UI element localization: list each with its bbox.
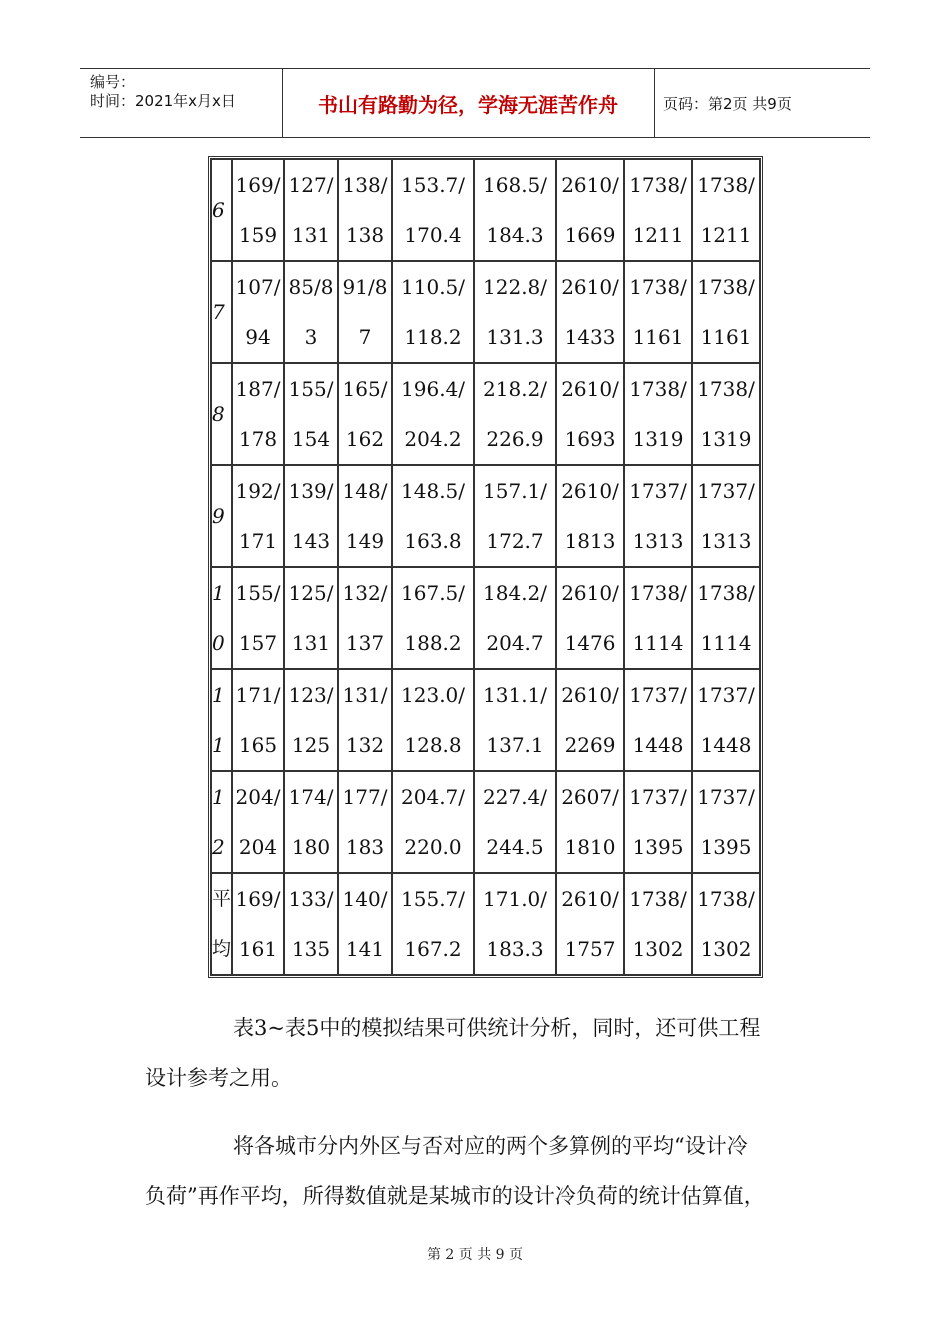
row-label — [211, 669, 232, 771]
cell-value-top: 1738/ — [697, 377, 755, 401]
row-label-part: 1 — [212, 733, 225, 757]
cell-value-bottom: 172.7 — [486, 529, 544, 553]
cell-value-bottom: 244.5 — [486, 835, 544, 859]
doc-time-label: 时间：2021年x月x日 — [90, 92, 236, 110]
row-label — [211, 363, 232, 465]
cell-value-top: 1738/ — [697, 581, 755, 605]
table-row — [211, 261, 760, 363]
cell-value-bottom: 131 — [291, 631, 331, 655]
cell-value-bottom: 1114 — [632, 631, 684, 655]
paragraph-1 — [145, 1003, 805, 1103]
cell-value-bottom: 171 — [238, 529, 278, 553]
table-cell — [474, 159, 556, 261]
data-table — [208, 156, 763, 978]
table-cell — [624, 363, 692, 465]
cell-value-top: 1738/ — [629, 887, 687, 911]
cell-value-top: 167.5/ — [401, 581, 466, 605]
table-cell — [692, 567, 760, 669]
cell-value-bottom: 132 — [345, 733, 385, 757]
table-cell — [692, 771, 760, 873]
cell-value-bottom: 1433 — [564, 325, 616, 349]
cell-value-top: 2610/ — [561, 173, 619, 197]
cell-value-bottom: 183.3 — [486, 937, 544, 961]
cell-value-bottom: 137.1 — [486, 733, 544, 757]
cell-value-bottom: 180 — [291, 835, 331, 859]
header-meta — [90, 73, 236, 111]
cell-value-bottom: 165 — [238, 733, 278, 757]
cell-value-top: 2610/ — [561, 377, 619, 401]
cell-value-bottom: 1395 — [700, 835, 752, 859]
row-label-part: 1 — [212, 581, 225, 605]
cell-value-bottom: 1302 — [632, 937, 684, 961]
row-label-part: 2 — [212, 835, 225, 859]
cell-value-bottom: 159 — [238, 223, 278, 247]
table-row — [211, 669, 760, 771]
table-row — [211, 567, 760, 669]
table-cell — [556, 261, 624, 363]
cell-value-bottom: 183 — [345, 835, 385, 859]
row-label — [211, 771, 232, 873]
cell-value-top: 132/ — [342, 581, 388, 605]
table-cell — [232, 669, 284, 771]
cell-value-bottom: 131 — [291, 223, 331, 247]
cell-value-bottom: 157 — [238, 631, 278, 655]
row-label-part: 1 — [212, 785, 225, 809]
paragraph-2 — [145, 1121, 805, 1221]
cell-value-top: 131/ — [342, 683, 388, 707]
cell-value-top: 1737/ — [629, 683, 687, 707]
table-cell — [624, 873, 692, 975]
cell-value-top: 85/8 — [288, 275, 334, 299]
table-cell — [338, 567, 392, 669]
cell-value-bottom: 3 — [304, 325, 318, 349]
cell-value-top: 1737/ — [697, 785, 755, 809]
table-cell — [392, 159, 474, 261]
cell-value-top: 107/ — [235, 275, 281, 299]
table-cell — [232, 771, 284, 873]
cell-value-top: 169/ — [235, 887, 281, 911]
row-label — [211, 873, 232, 975]
row-label-part: 平 — [212, 888, 232, 910]
cell-value-bottom: 141 — [345, 937, 385, 961]
table-cell — [474, 669, 556, 771]
cell-value-top: 1737/ — [629, 785, 687, 809]
table-cell — [284, 669, 338, 771]
cell-value-top: 1738/ — [629, 377, 687, 401]
table-cell — [392, 261, 474, 363]
table-row — [211, 465, 760, 567]
cell-value-bottom: 1448 — [632, 733, 684, 757]
cell-value-bottom: 149 — [345, 529, 385, 553]
cell-value-bottom: 131.3 — [486, 325, 544, 349]
cell-value-bottom: 1302 — [700, 937, 752, 961]
table-cell — [556, 771, 624, 873]
cell-value-top: 1737/ — [629, 479, 687, 503]
table-cell — [624, 465, 692, 567]
cell-value-top: 91/8 — [342, 275, 388, 299]
cell-value-bottom: 143 — [291, 529, 331, 553]
row-label — [211, 261, 232, 363]
cell-value-top: 122.8/ — [483, 275, 548, 299]
cell-value-top: 204.7/ — [401, 785, 466, 809]
cell-value-bottom: 1395 — [632, 835, 684, 859]
table-row — [211, 363, 760, 465]
cell-value-top: 140/ — [342, 887, 388, 911]
cell-value-bottom: 135 — [291, 937, 331, 961]
cell-value-top: 1738/ — [629, 173, 687, 197]
cell-value-top: 204/ — [235, 785, 281, 809]
table-cell — [392, 873, 474, 975]
cell-value-bottom: 1114 — [700, 631, 752, 655]
cell-value-bottom: 118.2 — [404, 325, 462, 349]
cell-value-top: 155.7/ — [401, 887, 466, 911]
table-cell — [284, 873, 338, 975]
cell-value-bottom: 128.8 — [404, 733, 462, 757]
cell-value-bottom: 1211 — [632, 223, 684, 247]
cell-value-top: 1738/ — [697, 173, 755, 197]
table-cell — [284, 771, 338, 873]
table-cell — [338, 771, 392, 873]
table-cell — [624, 669, 692, 771]
cell-value-bottom: 94 — [245, 325, 271, 349]
cell-value-top: 148.5/ — [401, 479, 466, 503]
row-label-part: 9 — [212, 504, 225, 528]
cell-value-bottom: 1813 — [564, 529, 616, 553]
doc-number-label: 编号： — [90, 73, 136, 91]
cell-value-top: 1737/ — [697, 683, 755, 707]
table-cell — [474, 567, 556, 669]
cell-value-bottom: 204 — [238, 835, 278, 859]
table-cell — [232, 363, 284, 465]
table-cell — [284, 465, 338, 567]
table-cell — [338, 465, 392, 567]
cell-value-bottom: 163.8 — [404, 529, 462, 553]
cell-value-top: 123.0/ — [401, 683, 466, 707]
table-cell — [624, 159, 692, 261]
table-cell — [624, 567, 692, 669]
table-cell — [692, 465, 760, 567]
cell-value-bottom: 204.7 — [486, 631, 544, 655]
table-cell — [338, 159, 392, 261]
header-divider — [654, 69, 655, 137]
cell-value-top: 1738/ — [629, 581, 687, 605]
table-cell — [232, 465, 284, 567]
cell-value-bottom: 167.2 — [404, 937, 462, 961]
cell-value-top: 174/ — [288, 785, 334, 809]
cell-value-bottom: 226.9 — [486, 427, 544, 451]
table-cell — [556, 873, 624, 975]
cell-value-bottom: 154 — [291, 427, 331, 451]
cell-value-bottom: 1476 — [564, 631, 616, 655]
cell-value-top: 1738/ — [697, 275, 755, 299]
table-cell — [232, 567, 284, 669]
cell-value-top: 127/ — [288, 173, 334, 197]
row-label-part: 7 — [212, 300, 225, 324]
row-label — [211, 465, 232, 567]
table-cell — [692, 669, 760, 771]
cell-value-top: 227.4/ — [483, 785, 548, 809]
table-cell — [556, 669, 624, 771]
cell-value-bottom: 161 — [238, 937, 278, 961]
cell-value-bottom: 138 — [345, 223, 385, 247]
cell-value-top: 2610/ — [561, 581, 619, 605]
table-row — [211, 873, 760, 975]
cell-value-top: 110.5/ — [401, 275, 466, 299]
cell-value-bottom: 1161 — [700, 325, 752, 349]
cell-value-bottom: 184.3 — [486, 223, 544, 247]
cell-value-top: 148/ — [342, 479, 388, 503]
table-cell — [232, 261, 284, 363]
table-cell — [556, 465, 624, 567]
cell-value-bottom: 1757 — [564, 937, 616, 961]
cell-value-top: 157.1/ — [483, 479, 548, 503]
table-cell — [474, 363, 556, 465]
cell-value-top: 192/ — [235, 479, 281, 503]
table-cell — [692, 873, 760, 975]
cell-value-bottom: 1319 — [700, 427, 752, 451]
cell-value-top: 2607/ — [561, 785, 619, 809]
cell-value-bottom: 1211 — [700, 223, 752, 247]
cell-value-top: 153.7/ — [401, 173, 466, 197]
header-page-label: 页码：第2页 共9页 — [663, 94, 792, 113]
table-cell — [556, 159, 624, 261]
cell-value-top: 2610/ — [561, 683, 619, 707]
cell-value-top: 2610/ — [561, 479, 619, 503]
cell-value-bottom: 1161 — [632, 325, 684, 349]
row-label-part: 1 — [212, 683, 225, 707]
table-cell — [624, 261, 692, 363]
paragraph-2-line-2: 负荷”再作平均，所得数值就是某城市的设计冷负荷的统计估算值， — [145, 1184, 765, 1208]
page-header — [80, 68, 870, 138]
table-cell — [392, 567, 474, 669]
table-cell — [474, 873, 556, 975]
table-cell — [232, 873, 284, 975]
table-cell — [474, 465, 556, 567]
cell-value-top: 155/ — [288, 377, 334, 401]
table-cell — [284, 567, 338, 669]
table-cell — [556, 363, 624, 465]
cell-value-top: 133/ — [288, 887, 334, 911]
cell-value-bottom: 1448 — [700, 733, 752, 757]
header-motto: 书山有路勤为径，学海无涯苦作舟 — [318, 92, 618, 117]
page-footer: 第 2 页 共 9 页 — [426, 1247, 524, 1263]
cell-value-top: 2610/ — [561, 275, 619, 299]
cell-value-bottom: 188.2 — [404, 631, 462, 655]
cell-value-top: 125/ — [288, 581, 334, 605]
table-cell — [556, 567, 624, 669]
row-label — [211, 159, 232, 261]
cell-value-top: 171/ — [235, 683, 281, 707]
table-cell — [474, 261, 556, 363]
paragraph-1-line-1: 表3~表5中的模拟结果可供统计分析，同时，还可供工程 — [233, 1016, 761, 1040]
cell-value-bottom: 1313 — [632, 529, 684, 553]
cell-value-bottom: 125 — [291, 733, 331, 757]
cell-value-bottom: 1319 — [632, 427, 684, 451]
table-cell — [284, 261, 338, 363]
table-cell — [692, 261, 760, 363]
cell-value-bottom: 1810 — [564, 835, 616, 859]
cell-value-top: 218.2/ — [483, 377, 548, 401]
cell-value-bottom: 1669 — [564, 223, 616, 247]
cell-value-bottom: 1693 — [564, 427, 616, 451]
cell-value-top: 196.4/ — [401, 377, 466, 401]
cell-value-top: 2610/ — [561, 887, 619, 911]
paragraph-1-line-2: 设计参考之用。 — [145, 1066, 292, 1090]
cell-value-top: 155/ — [235, 581, 281, 605]
cell-value-bottom: 137 — [345, 631, 385, 655]
cell-value-top: 171.0/ — [483, 887, 548, 911]
cell-value-top: 184.2/ — [483, 581, 548, 605]
cell-value-top: 138/ — [342, 173, 388, 197]
cell-value-top: 177/ — [342, 785, 388, 809]
cell-value-bottom: 220.0 — [404, 835, 462, 859]
table-cell — [338, 873, 392, 975]
cell-value-top: 169/ — [235, 173, 281, 197]
cell-value-top: 123/ — [288, 683, 334, 707]
cell-value-top: 1738/ — [697, 887, 755, 911]
table-cell — [392, 669, 474, 771]
paragraph-2-line-1: 将各城市分内外区与否对应的两个多算例的平均“设计冷 — [233, 1134, 748, 1158]
table-row — [211, 159, 760, 261]
table-cell — [692, 159, 760, 261]
table-cell — [284, 363, 338, 465]
cell-value-top: 139/ — [288, 479, 334, 503]
table-cell — [624, 771, 692, 873]
cell-value-bottom: 170.4 — [404, 223, 462, 247]
table-cell — [338, 261, 392, 363]
table-cell — [392, 465, 474, 567]
cell-value-top: 187/ — [235, 377, 281, 401]
cell-value-bottom: 7 — [358, 325, 372, 349]
cell-value-bottom: 204.2 — [404, 427, 462, 451]
cell-value-bottom: 2269 — [564, 733, 616, 757]
cell-value-top: 1737/ — [697, 479, 755, 503]
cell-value-top: 1738/ — [629, 275, 687, 299]
cell-value-bottom: 162 — [345, 427, 385, 451]
table-cell — [692, 363, 760, 465]
table-cell — [338, 669, 392, 771]
table-row — [211, 771, 760, 873]
cell-value-top: 168.5/ — [483, 173, 548, 197]
row-label-part: 8 — [212, 402, 225, 426]
table-cell — [338, 363, 392, 465]
cell-value-top: 165/ — [342, 377, 388, 401]
row-label — [211, 567, 232, 669]
cell-value-bottom: 178 — [238, 427, 278, 451]
table-cell — [392, 771, 474, 873]
cell-value-top: 131.1/ — [483, 683, 548, 707]
row-label-part: 均 — [212, 938, 232, 960]
cell-value-bottom: 1313 — [700, 529, 752, 553]
table-cell — [474, 771, 556, 873]
table-cell — [284, 159, 338, 261]
row-label-part: 0 — [212, 631, 225, 655]
row-label-part: 6 — [212, 198, 225, 222]
table-cell — [392, 363, 474, 465]
table-cell — [232, 159, 284, 261]
